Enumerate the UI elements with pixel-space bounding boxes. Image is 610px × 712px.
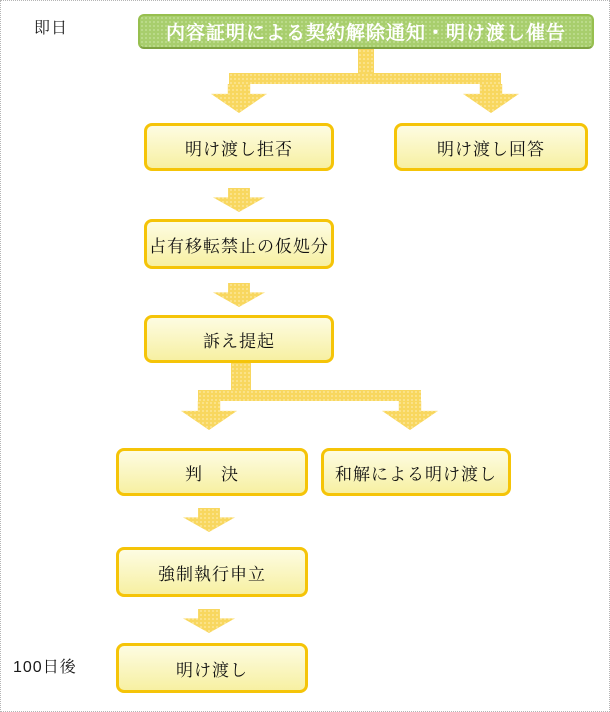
flow-arrow-down-icon [382,401,438,430]
connector-bar [229,73,501,84]
node-judgment: 判 決 [116,448,308,496]
node-settlement: 和解による明け渡し [321,448,511,496]
node-enforcement: 強制執行申立 [116,547,308,597]
node-answer: 明け渡し回答 [394,123,588,171]
node-lawsuit: 訴え提起 [144,315,334,363]
connector-stem [358,49,374,74]
flow-arrow-down-icon [183,609,235,633]
connector-stem [231,363,251,391]
timeline-label-day100: 100日後 [13,659,77,676]
connector-bar [198,390,421,401]
node-refuse: 明け渡し拒否 [144,123,334,171]
flow-arrow-down-icon [213,283,265,307]
node-vacate: 明け渡し [116,643,308,693]
timeline-label-day0: 即日 [34,20,69,37]
node-notice-header: 内容証明による契約解除通知・明け渡し催告 [138,14,594,49]
node-injunction: 占有移転禁止の仮処分 [144,219,334,269]
flow-arrow-down-icon [463,84,519,113]
flow-arrow-down-icon [183,508,235,532]
flow-arrow-down-icon [213,188,265,212]
flow-arrow-down-icon [211,84,267,113]
flow-arrow-down-icon [181,401,237,430]
